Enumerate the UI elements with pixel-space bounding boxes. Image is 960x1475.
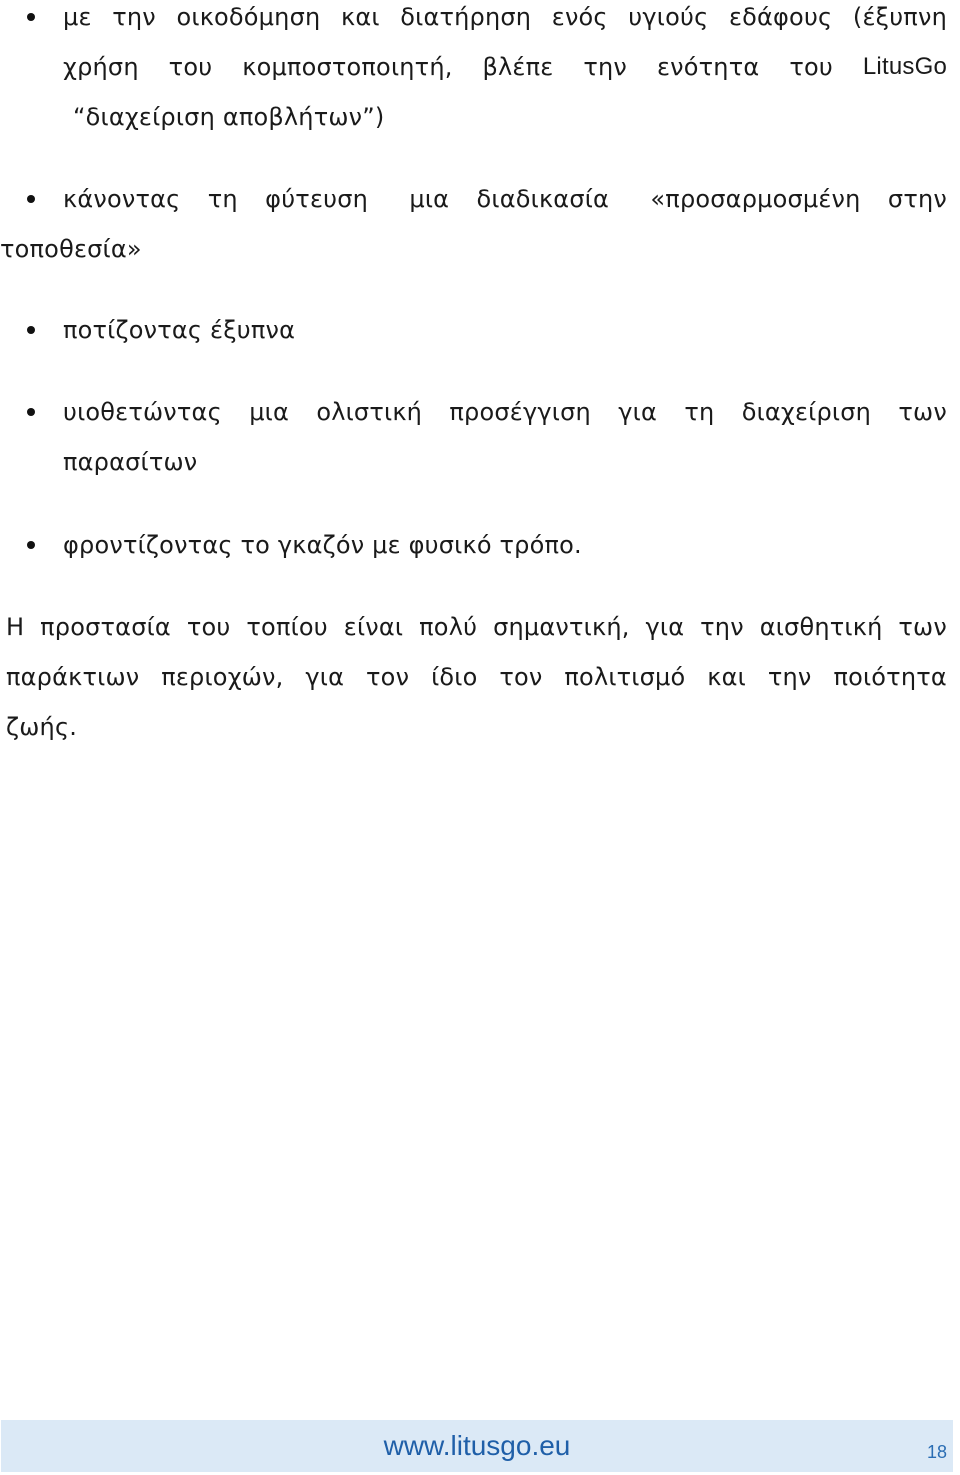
word: διατήρηση (400, 3, 532, 31)
word: διαδικασία (476, 185, 610, 213)
word: διαχείριση (741, 398, 872, 426)
word: τοπίου (246, 613, 328, 641)
word: του (168, 53, 213, 81)
word: ενός (551, 3, 608, 31)
paragraph-line (6, 652, 947, 702)
body-paragraph (6, 602, 947, 752)
word: υιοθετώντας (63, 398, 222, 426)
word: του (789, 53, 833, 81)
word: των (898, 398, 947, 426)
word: ενότητα (656, 53, 760, 81)
word: Η (6, 613, 25, 641)
word: με (63, 3, 92, 31)
word: στην (887, 185, 947, 213)
word: ποιότητα (833, 663, 947, 691)
word: πολύ (419, 613, 478, 641)
page-number: 18 (926, 1442, 947, 1462)
word: την (112, 3, 156, 31)
word: σημαντική, (493, 613, 630, 641)
word: τον (499, 663, 543, 691)
word: φύτευση (265, 185, 369, 213)
word: οικοδόμηση (176, 3, 321, 31)
list-item-line: φροντίζοντας το γκαζόν με φυσικό τρόπο. (63, 531, 582, 559)
list-item-line (63, 387, 947, 437)
list-item-line: παρασίτων (63, 448, 198, 476)
paragraph-line: ζωής. (6, 713, 78, 741)
word: ολιστική (316, 398, 423, 426)
word: τη (684, 398, 715, 426)
word: ίδιο (431, 663, 478, 691)
word: τον (366, 663, 410, 691)
word: προσέγγιση (449, 398, 591, 426)
word: κάνοντας (63, 185, 181, 213)
word: αισθητική (759, 613, 883, 641)
word: για (305, 663, 345, 691)
bullet-icon (27, 541, 35, 549)
word: προστασία (40, 613, 171, 641)
word: LitusGo (862, 53, 947, 80)
word: «προσαρμοσμένη (650, 185, 861, 213)
bullet-icon (27, 408, 35, 416)
word: είναι (343, 613, 404, 641)
page-footer (1, 1420, 953, 1472)
word: πολιτισμό (564, 663, 686, 691)
list-item-line (63, 0, 947, 42)
word: την (767, 663, 812, 691)
word: (έξυπνη (852, 3, 947, 31)
word: εδάφους (728, 3, 833, 31)
word: και (340, 3, 380, 31)
list-item-line (63, 174, 947, 224)
word: βλέπε (482, 53, 554, 81)
word: υγιούς (628, 3, 709, 31)
word: την (700, 613, 744, 641)
word: μια (409, 185, 450, 213)
word: τη (207, 185, 238, 213)
word: περιοχών, (161, 663, 284, 691)
word: παράκτιων (6, 663, 140, 691)
list-item-line: “διαχείριση αποβλήτων”) (73, 103, 385, 131)
word: την (583, 53, 628, 81)
list-item-line: ποτίζοντας έξυπνα (63, 316, 296, 344)
word: για (645, 613, 685, 641)
list-item-line: τοποθεσία» (0, 235, 142, 263)
word: για (618, 398, 657, 426)
word: και (707, 663, 746, 691)
word: χρήση (63, 53, 139, 81)
list-item-line (63, 42, 947, 92)
word: του (186, 613, 231, 641)
bullet-icon (27, 13, 35, 21)
footer-website-link[interactable]: www.litusgo.eu (383, 1430, 571, 1461)
word: μια (249, 398, 289, 426)
bullet-icon (27, 195, 35, 203)
bullet-icon (27, 326, 35, 334)
paragraph-line (6, 602, 947, 652)
word: των (898, 613, 947, 641)
word: κομποστοποιητή, (242, 53, 453, 81)
